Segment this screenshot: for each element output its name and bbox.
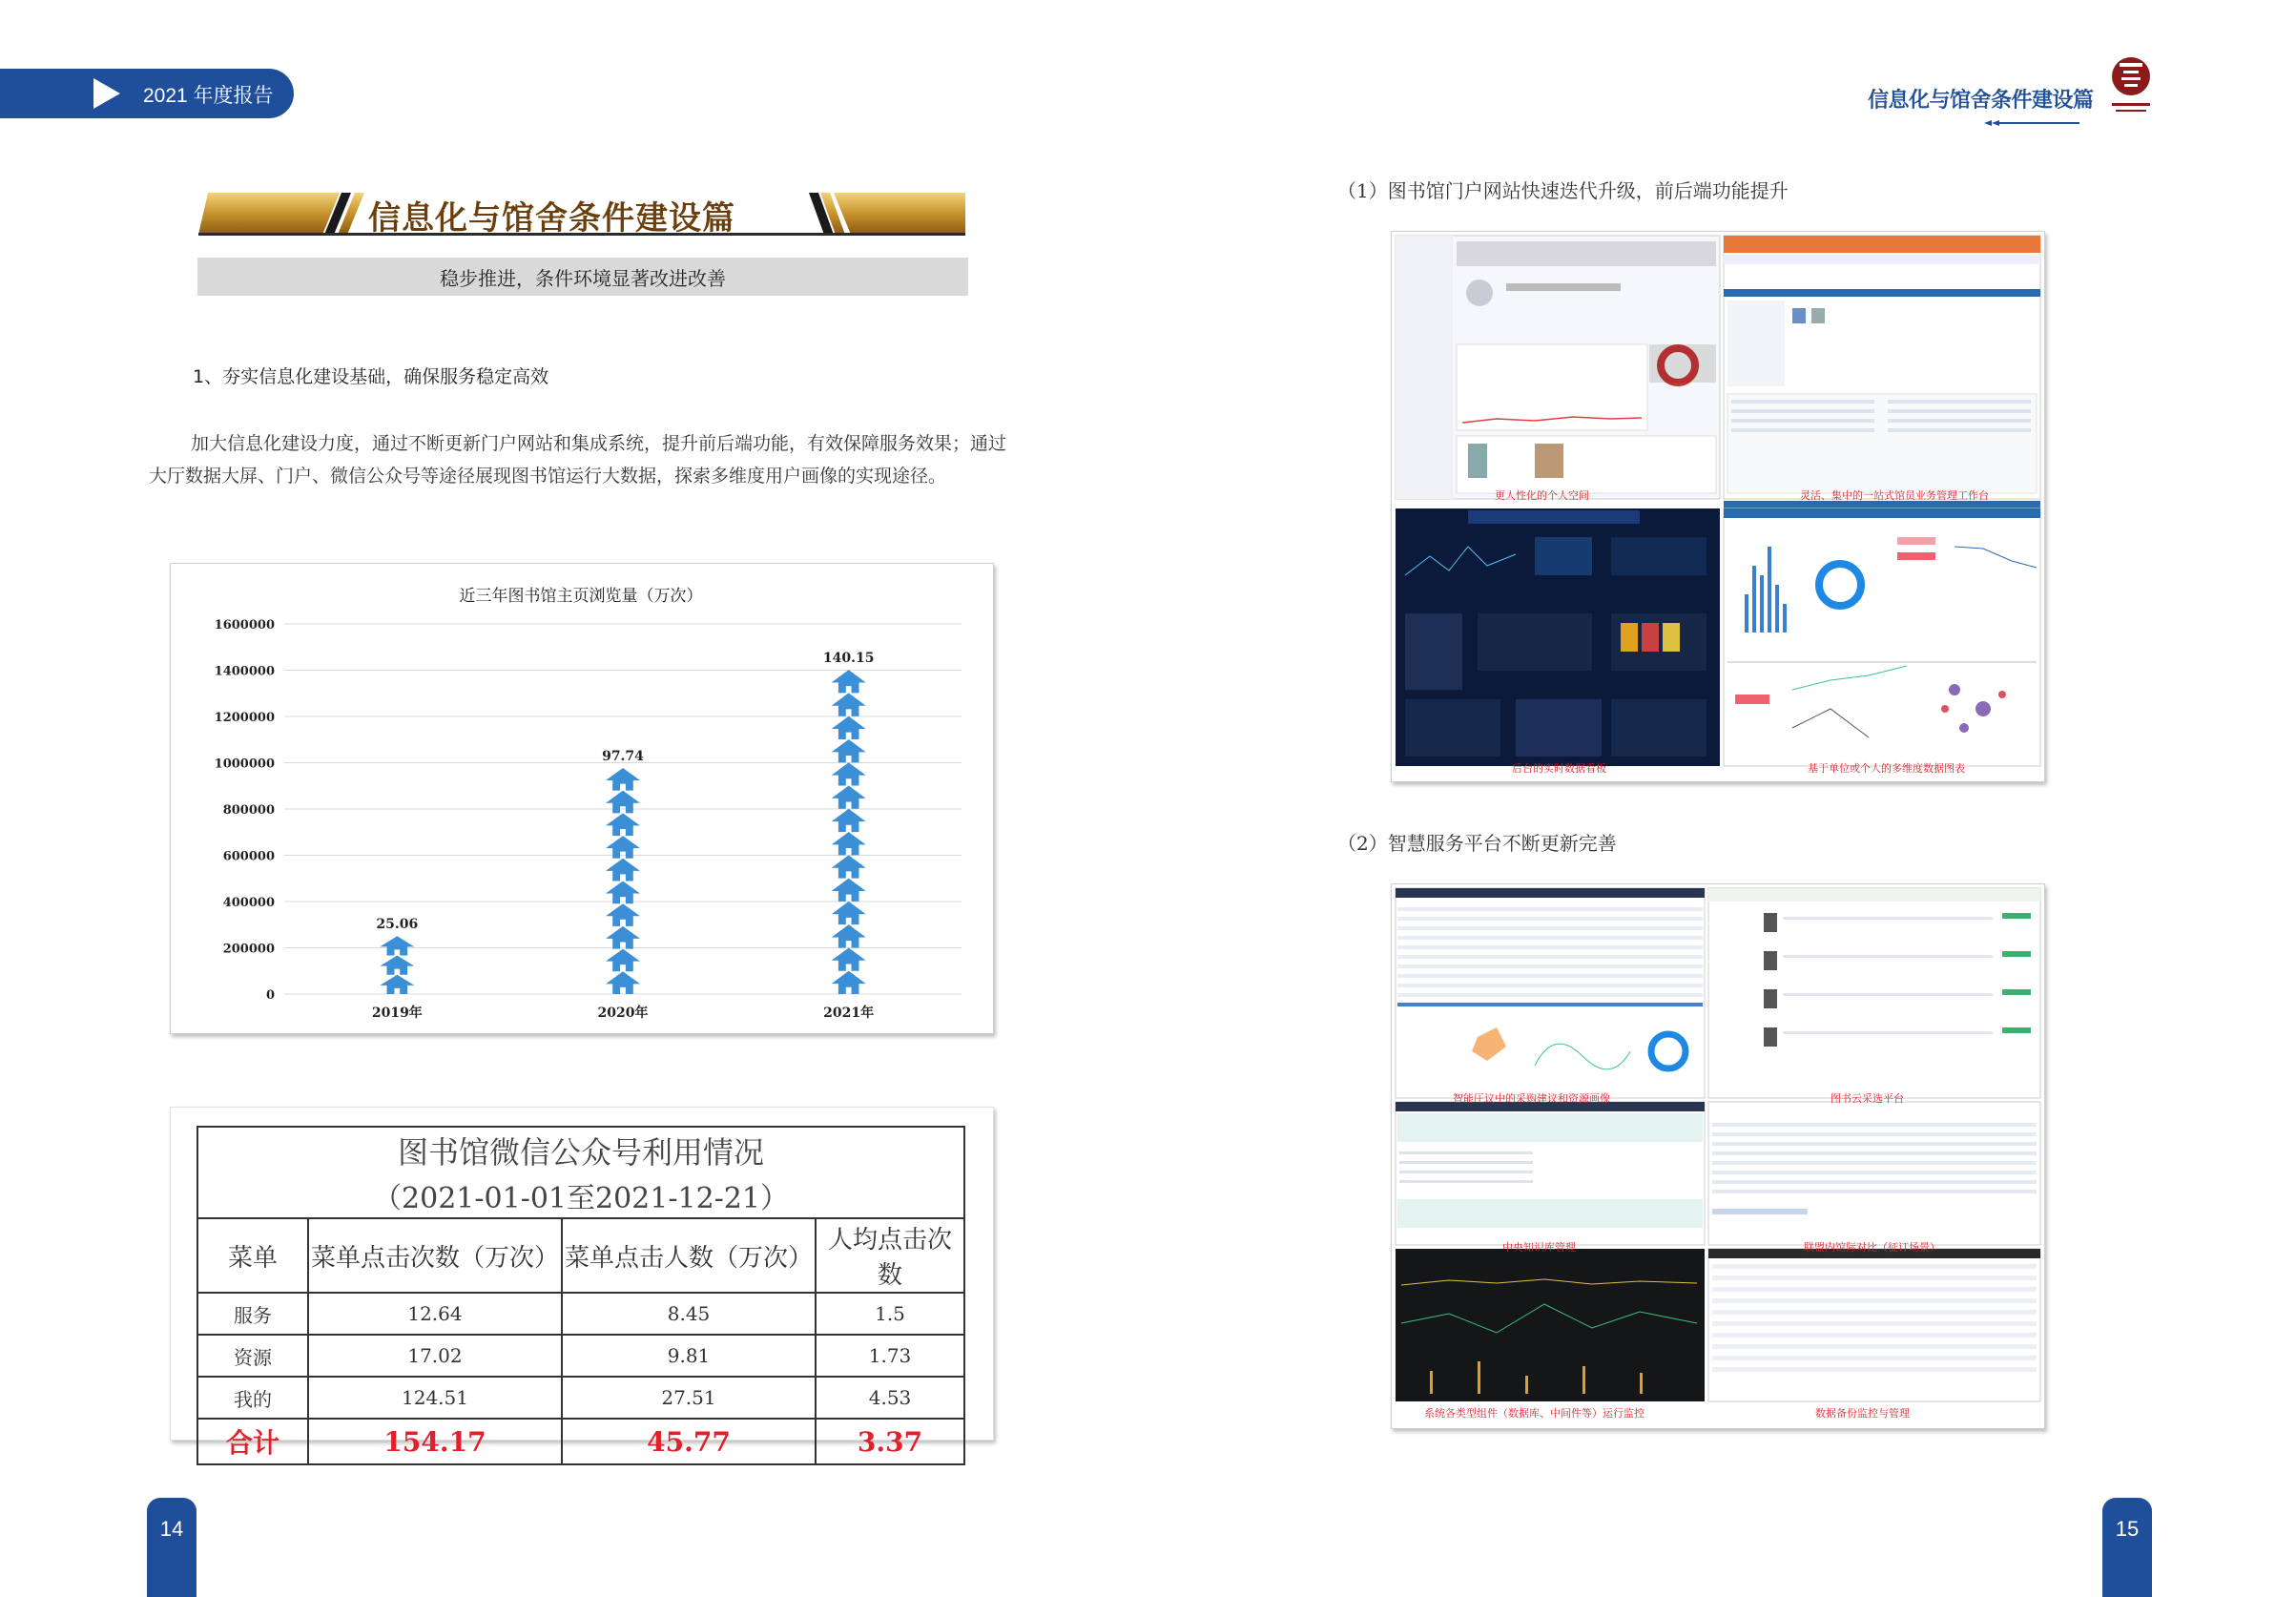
section-title: 信息化与馆舍条件建设篇 (368, 199, 735, 238)
house-pictogram (606, 859, 640, 881)
cell: 资源 (197, 1335, 308, 1377)
total-avg: 3.37 (816, 1419, 964, 1464)
house-pictogram (606, 903, 640, 926)
header-clicks: 菜单点击次数（万次） (308, 1218, 562, 1293)
house-pictogram (380, 955, 414, 974)
chart-title: 近三年图书馆主页浏览量（万次） (459, 587, 703, 606)
wechat-usage-table (197, 1126, 965, 1465)
cell: 8.45 (562, 1293, 816, 1335)
shot2-label-backup: 数据备份监控与管理 (1815, 1407, 1910, 1420)
body-paragraph: 加大信息化建设力度，通过不断更新门户网站和集成系统，提升前后端功能，有效保障服务效果；通过大厅数据大屏、门户、微信公众号等途径展现图书馆运行大数据，探索多维度用户画像的实现途径。 (149, 433, 1007, 487)
shot2-label-purchase: 智能圧议中的采购建议和资源画像 (1453, 1092, 1610, 1105)
pageview-chart (170, 563, 992, 1032)
bar (832, 670, 866, 994)
cell: 12.64 (308, 1293, 562, 1335)
shot1-label-personal: 更人性化的个人空间 (1495, 489, 1589, 502)
header-avg: 人均点击次数 (816, 1218, 964, 1293)
smart-service-screenshot-image (1392, 884, 2044, 1428)
table-row (197, 1293, 964, 1335)
cell: 27.51 (562, 1377, 816, 1419)
y-tick-label: 600000 (222, 849, 275, 864)
total-users: 45.77 (562, 1419, 816, 1464)
play-arrow-icon (93, 78, 120, 109)
data-label: 97.74 (602, 748, 644, 764)
library-seal-logo (2110, 55, 2152, 116)
table-total-row (197, 1419, 964, 1464)
house-pictogram (832, 902, 866, 924)
house-pictogram (606, 926, 640, 949)
house-pictogram (832, 879, 866, 902)
house-pictogram (832, 947, 866, 970)
cell: 9.81 (562, 1335, 816, 1377)
house-pictogram (832, 855, 866, 878)
bar (606, 768, 640, 994)
x-tick-label: 2019年 (371, 1006, 423, 1021)
y-tick-label: 800000 (222, 803, 275, 818)
smart-service-screenshot-collage (1391, 883, 2045, 1429)
cell: 124.51 (308, 1377, 562, 1419)
table-title: 图书馆微信公众号利用情况 (197, 1127, 964, 1173)
house-pictogram (832, 739, 866, 762)
section-header-label: 信息化与馆舍条件建设篇 (1868, 88, 2094, 112)
data-label: 140.15 (822, 651, 875, 667)
house-pictogram (606, 813, 640, 836)
y-tick-label: 1000000 (214, 757, 275, 772)
house-pictogram (606, 768, 640, 791)
shot1-label-charts: 基于单位或个人的多维度数据图表 (1808, 762, 1965, 775)
table-row (197, 1335, 964, 1377)
portal-screenshot-image (1392, 232, 2044, 781)
cell: 服务 (197, 1293, 308, 1335)
shot2-label-monitor: 系统各类型组件（数据库、中间件等）运行监控 (1424, 1407, 1644, 1420)
house-pictogram (380, 936, 414, 955)
cell: 4.53 (816, 1377, 964, 1419)
cell: 17.02 (308, 1335, 562, 1377)
shot2-label-knowledge: 中央知识库管理 (1502, 1241, 1576, 1254)
house-pictogram (380, 975, 414, 994)
y-tick-label: 200000 (222, 942, 275, 957)
house-pictogram (606, 881, 640, 903)
x-tick-label: 2021年 (823, 1006, 875, 1021)
cell: 1.73 (816, 1335, 964, 1377)
page-number-right: 15 (2115, 1517, 2140, 1541)
report-label: 2021 年度报告 (143, 85, 274, 107)
y-tick-label: 400000 (222, 896, 275, 910)
cell: 1.5 (816, 1293, 964, 1335)
y-tick-label: 1600000 (214, 618, 275, 633)
house-pictogram (832, 924, 866, 947)
page-number-tab-left (147, 1498, 197, 1597)
double-arrow-left-icon (1984, 120, 2079, 126)
y-tick-label: 0 (265, 988, 275, 1003)
house-pictogram (832, 693, 866, 716)
portal-screenshot-collage (1391, 231, 2045, 782)
caption-smart-service: （2）智慧服务平台不断更新完善 (1337, 832, 1617, 855)
shot1-label-workbench: 灵活、集中的一站式馆员业务管理工作台 (1800, 489, 1989, 502)
header-menu: 菜单 (197, 1218, 308, 1293)
header-users: 菜单点击人数（万次） (562, 1218, 816, 1293)
caption-portal: （1）图书馆门户网站快速迭代升级，前后端功能提升 (1337, 179, 1789, 202)
heading-1: 1、夯实信息化建设基础，确保服务稳定高效 (193, 366, 549, 387)
house-pictogram (832, 786, 866, 809)
table-row (197, 1377, 964, 1419)
table-period: （2021-01-01至2021-12-21） (197, 1173, 964, 1218)
total-clicks: 154.17 (308, 1419, 562, 1464)
house-pictogram (606, 949, 640, 972)
bar (380, 936, 414, 994)
house-pictogram (606, 791, 640, 814)
section-subtitle: 稳步推进，条件环境显著改进改善 (440, 267, 726, 290)
page-number-left: 14 (159, 1517, 184, 1541)
house-pictogram (832, 971, 866, 994)
shot1-label-dashboard: 后台的实时数据看板 (1512, 762, 1606, 775)
house-pictogram (832, 762, 866, 785)
shot2-label-compare: 联盟内馆际对比（征订场景） (1804, 1241, 1940, 1254)
house-pictogram (832, 832, 866, 855)
x-tick-label: 2020年 (597, 1006, 649, 1021)
y-tick-label: 1200000 (214, 711, 275, 725)
data-label: 25.06 (376, 917, 419, 933)
house-pictogram (832, 670, 866, 693)
total-label: 合计 (197, 1419, 308, 1464)
y-tick-label: 1400000 (214, 664, 275, 679)
cell: 我的 (197, 1377, 308, 1419)
house-pictogram (606, 971, 640, 994)
page-number-tab-right (2102, 1498, 2152, 1597)
house-pictogram (832, 809, 866, 832)
shot2-label-cloud: 图书云采选平台 (1831, 1092, 1904, 1105)
house-pictogram (832, 716, 866, 739)
